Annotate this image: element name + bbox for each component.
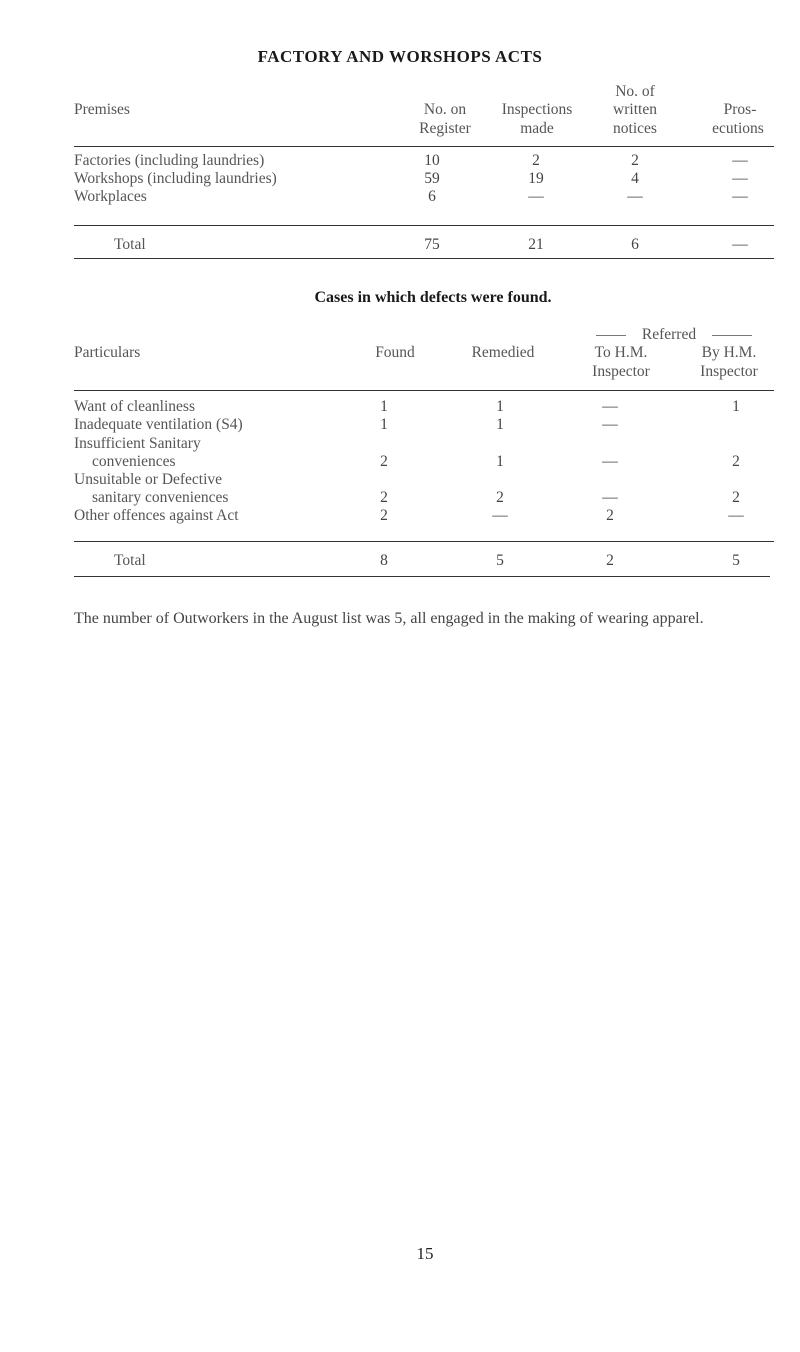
cell-found: 2 [380, 453, 388, 470]
cell-by-hm: 2 [732, 453, 740, 470]
cell-remedied: 1 [496, 398, 504, 415]
cell-inspections: 2 [532, 152, 540, 169]
total-inspections: 21 [528, 236, 544, 253]
col-header-notices-line1: No. of [615, 83, 655, 100]
total-prosecutions: — [732, 236, 748, 253]
row-premises: Workplaces [74, 188, 147, 205]
total-to-hm: 2 [606, 552, 614, 569]
cell-by-hm: — [728, 507, 744, 524]
col-header-register-line2: Register [419, 120, 471, 137]
row-particulars-cont: conveniences [92, 453, 176, 470]
cell-notices: — [627, 188, 643, 205]
referred-dash-right [712, 335, 752, 336]
total-rule-bottom [74, 576, 770, 577]
cell-found: 1 [380, 416, 388, 433]
cell-to-hm: — [602, 489, 618, 506]
row-particulars: Inadequate ventilation (S4) [74, 416, 243, 433]
cell-remedied: 1 [496, 416, 504, 433]
col-header-particulars: Particulars [74, 344, 141, 361]
defects-subtitle: Cases in which defects were found. [314, 289, 552, 306]
cell-to-hm: — [602, 398, 618, 415]
col-header-notices-line2: written [613, 101, 657, 118]
cell-by-hm: 2 [732, 489, 740, 506]
cell-notices: 2 [631, 152, 639, 169]
cell-remedied: 1 [496, 453, 504, 470]
header-rule [74, 146, 774, 147]
cell-register: 10 [424, 152, 440, 169]
total-by-hm: 5 [732, 552, 740, 569]
col-header-found: Found [375, 344, 415, 361]
cell-notices: 4 [631, 170, 639, 187]
col-header-prosecutions-line1: Pros- [723, 101, 757, 118]
total-label: Total [114, 552, 146, 569]
cell-by-hm: 1 [732, 398, 740, 415]
col-header-referred: Referred [641, 326, 697, 343]
row-particulars-cont: sanitary conveniences [92, 489, 229, 506]
total-rule-top [74, 225, 774, 226]
cell-to-hm: — [602, 453, 618, 470]
cell-to-hm: 2 [606, 507, 614, 524]
col-header-by-hm-line2: Inspector [700, 363, 758, 380]
row-premises: Workshops (including laundries) [74, 170, 277, 187]
col-header-to-hm-line2: Inspector [592, 363, 650, 380]
cell-to-hm: — [602, 416, 618, 433]
total-notices: 6 [631, 236, 639, 253]
col-header-inspections-line2: made [520, 120, 554, 137]
page-number: 15 [416, 1244, 434, 1263]
row-particulars: Other offences against Act [74, 507, 239, 524]
page-title: FACTORY AND WORSHOPS ACTS [257, 47, 543, 66]
cell-prosecutions: — [732, 170, 748, 187]
cell-register: 6 [428, 188, 436, 205]
col-header-remedied: Remedied [471, 344, 535, 361]
cell-register: 59 [424, 170, 440, 187]
cell-prosecutions: — [732, 188, 748, 205]
total-rule-top [74, 541, 774, 542]
referred-dash-left [596, 335, 626, 336]
cell-inspections: — [528, 188, 544, 205]
cell-remedied: — [492, 507, 508, 524]
cell-remedied: 2 [496, 489, 504, 506]
row-premises: Factories (including laundries) [74, 152, 265, 169]
total-rule-bottom [74, 258, 774, 259]
cell-prosecutions: — [732, 152, 748, 169]
total-found: 8 [380, 552, 388, 569]
col-header-prosecutions-line2: ecutions [712, 120, 764, 137]
col-header-by-hm-line1: By H.M. [701, 344, 757, 361]
cell-found: 2 [380, 507, 388, 524]
cell-found: 2 [380, 489, 388, 506]
col-header-premises: Premises [74, 101, 130, 118]
row-particulars: Want of cleanliness [74, 398, 195, 415]
row-particulars: Insufficient Sanitary [74, 435, 201, 452]
outworkers-note: The number of Outworkers in the August list was 5, all engaged in the making of wearing apparel. [74, 610, 704, 627]
cell-inspections: 19 [528, 170, 544, 187]
total-remedied: 5 [496, 552, 504, 569]
row-particulars: Unsuitable or Defective [74, 471, 223, 488]
header-rule [74, 390, 774, 391]
col-header-notices-line3: notices [613, 120, 657, 137]
total-register: 75 [424, 236, 440, 253]
col-header-to-hm-line1: To H.M. [594, 344, 648, 361]
cell-found: 1 [380, 398, 388, 415]
col-header-register-line1: No. on [423, 101, 467, 118]
total-label: Total [114, 236, 146, 253]
col-header-inspections-line1: Inspections [501, 101, 573, 118]
